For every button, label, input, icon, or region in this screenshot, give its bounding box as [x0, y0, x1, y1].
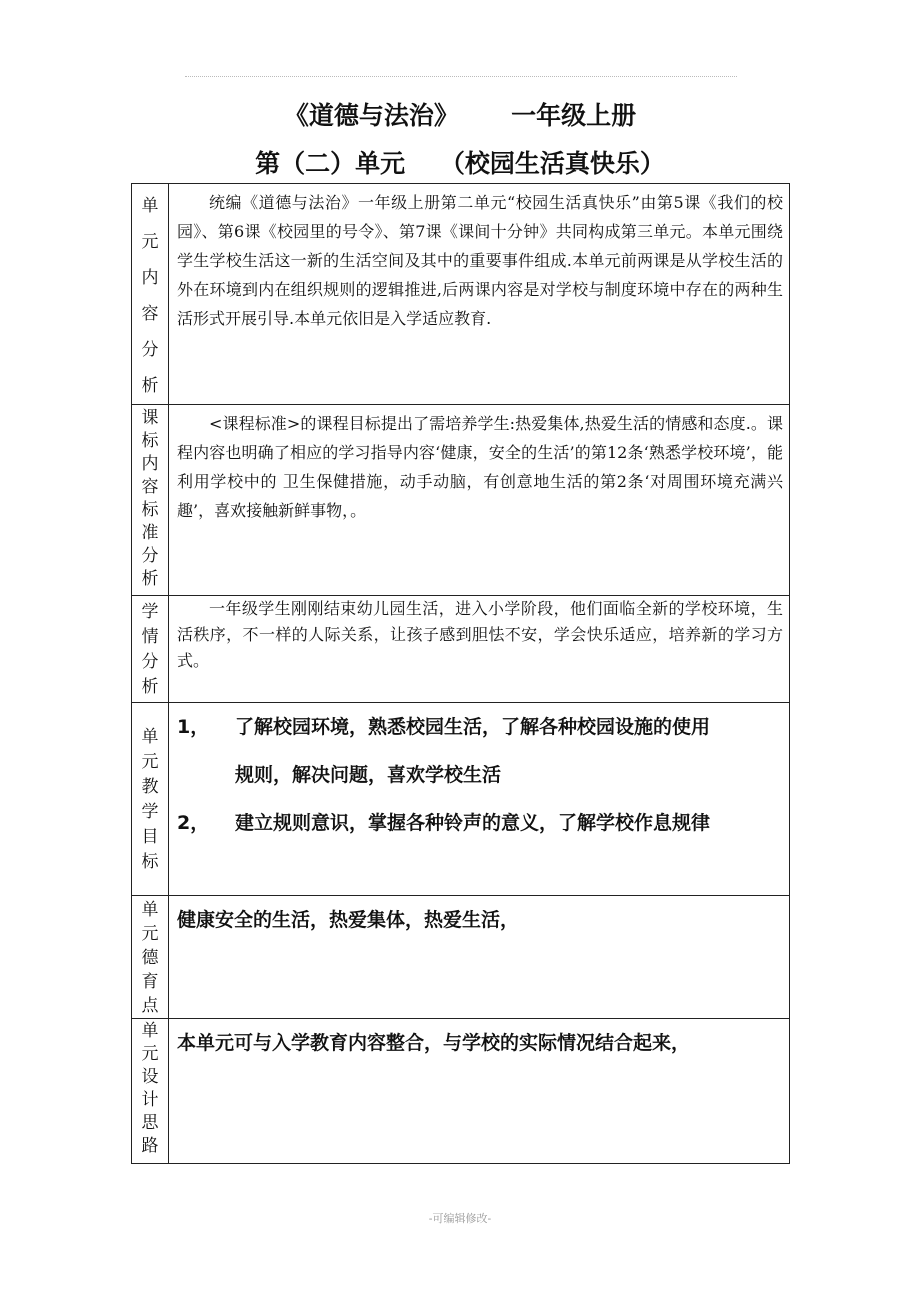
label-char: 析 — [141, 376, 159, 396]
row-content — [169, 405, 790, 596]
label-char: 德 — [141, 948, 159, 968]
curriculum-standard-text: <课程标准>的课程目标提出了需培养学生:热爱集体,热爱生活的情感和态度.。课程内容也明确了相应的学习指导内容‘健康，安全的生活’的第12条‘熟悉学校环境’，能利用学校中的 卫生保健措施，动手动脑，有创意地生活的第2条‘对周围环境充满兴趣’，喜欢接触新鲜事物，。 — [177, 414, 783, 520]
goal-number: 2， — [177, 812, 210, 834]
label-char: 分 — [141, 546, 159, 566]
row-moral-education — [132, 896, 790, 1019]
row-label — [132, 405, 169, 596]
unit-content-text: 统编《道德与法治》一年级上册第二单元“校园生活真快乐”由第5课《我们的校园》、第6课《校园里的号令》、第7课《课间十分钟》共同构成第三单元。本单元围绕学生学校生活这一新的生活空间及其中的重要事件组成.本单元前两课是从学校生活的外在环境到内在组织规则的逻辑推进,后两课内容是对学校与制度环境中存在的两种生活形式开展引导.本单元依旧是入学适应教育. — [177, 193, 783, 328]
label-char: 计 — [141, 1090, 159, 1110]
label-char: 准 — [141, 523, 159, 543]
label-char: 标 — [141, 431, 159, 451]
label-char: 元 — [141, 752, 159, 772]
label-char: 学 — [141, 602, 159, 622]
goal-number: 1， — [177, 716, 210, 738]
label-char: 析 — [141, 569, 159, 589]
row-content — [169, 896, 790, 1019]
label-char: 容 — [141, 304, 159, 324]
label-char: 情 — [141, 627, 159, 647]
header-rule — [185, 76, 737, 77]
student-analysis-text: 一年级学生刚刚结束幼儿园生活，进入小学阶段，他们面临全新的学校环境，生活秩序，不一样的人际关系，让孩子感到胆怯不安，学会快乐适应，培养新的学习方式。 — [177, 599, 783, 670]
label-char: 内 — [141, 454, 159, 474]
row-label — [132, 896, 169, 1019]
label-char: 单 — [141, 900, 159, 920]
label-char: 容 — [141, 477, 159, 497]
goal-text-continued: 规则，解决问题，喜欢学校生活 — [235, 764, 502, 786]
row-design-approach — [132, 1019, 790, 1164]
row-content — [169, 184, 790, 405]
document-title: 《道德与法治》 一年级上册 — [283, 101, 637, 130]
label-char: 点 — [141, 996, 159, 1016]
row-content — [169, 1019, 790, 1164]
label-char: 分 — [141, 340, 159, 360]
unit-analysis-table — [131, 183, 790, 1164]
label-char: 思 — [141, 1113, 159, 1133]
label-char: 课 — [141, 408, 159, 428]
row-label — [132, 184, 169, 405]
row-label — [132, 596, 169, 703]
label-char: 单 — [141, 196, 159, 216]
label-char: 标 — [141, 500, 159, 520]
row-student-analysis — [132, 596, 790, 703]
row-teaching-goals — [132, 703, 790, 896]
label-char: 单 — [141, 727, 159, 747]
row-content — [169, 703, 790, 896]
label-char: 教 — [141, 777, 159, 797]
label-char: 分 — [141, 652, 159, 672]
label-char: 标 — [141, 852, 159, 872]
label-char: 学 — [141, 802, 159, 822]
goal-text: 建立规则意识，掌握各种铃声的意义，了解学校作息规律 — [235, 812, 711, 834]
row-label — [132, 703, 169, 896]
goal-text: 了解校园环境，熟悉校园生活，了解各种校园设施的使用 — [235, 716, 711, 738]
page-footer: -可编辑修改- — [428, 1212, 492, 1225]
design-approach-text: 本单元可与入学教育内容整合，与学校的实际情况结合起来， — [177, 1032, 691, 1054]
row-curriculum-standard-analysis — [132, 405, 790, 596]
goal-item — [177, 799, 783, 847]
label-char: 元 — [141, 1044, 159, 1064]
moral-education-text: 健康安全的生活，热爱集体，热爱生活， — [177, 909, 520, 931]
row-label — [132, 1019, 169, 1164]
label-char: 目 — [141, 827, 159, 847]
label-char: 路 — [141, 1136, 159, 1156]
label-char: 元 — [141, 232, 159, 252]
label-char: 单 — [141, 1021, 159, 1041]
row-content — [169, 596, 790, 703]
unit-title: 第（二）单元 （校园生活真快乐） — [255, 149, 665, 178]
label-char: 设 — [141, 1067, 159, 1087]
row-unit-content-analysis — [132, 184, 790, 405]
label-char: 内 — [141, 268, 159, 288]
label-char: 育 — [141, 972, 159, 992]
label-char: 元 — [141, 924, 159, 944]
goal-item — [177, 703, 783, 751]
label-char: 析 — [141, 677, 159, 697]
